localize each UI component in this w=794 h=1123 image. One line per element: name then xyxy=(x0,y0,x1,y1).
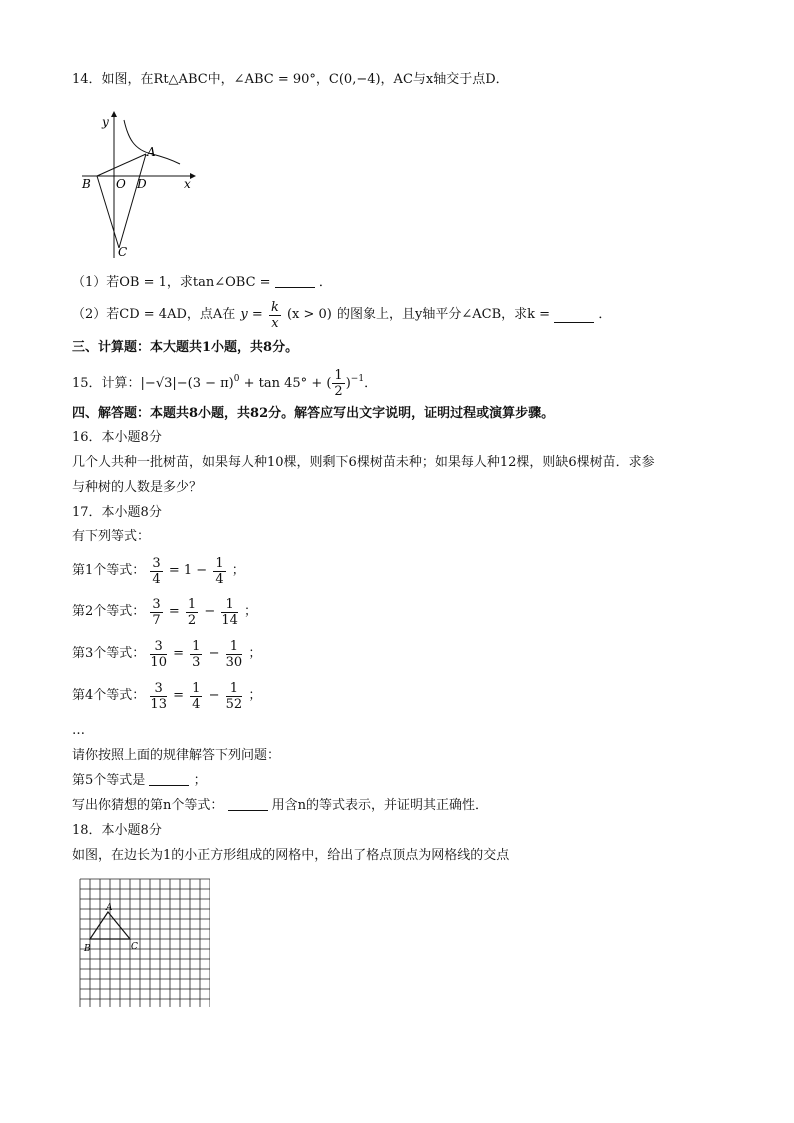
q16-text-1: 几个人共种一批树苗，如果每人种10棵，则剩下6棵树苗未种；如果每人种12棵，则缺6棵树苗．求参 xyxy=(72,455,655,470)
fig-label-a: A xyxy=(147,145,156,159)
q14-figure xyxy=(72,108,202,263)
grid-label-c: C xyxy=(131,942,138,952)
fig-label-x: x xyxy=(184,177,191,191)
q17-eq-2-mid: = xyxy=(168,604,180,619)
frac-den: 14 xyxy=(221,612,238,628)
q18-header: 18．本小题8分 xyxy=(72,823,162,838)
q17-eq-2-end: ； xyxy=(244,604,258,619)
frac-den: 10 xyxy=(150,654,167,670)
frac-den: 3 xyxy=(192,654,201,670)
q16-text-2: 与种树的人数是多少？ xyxy=(72,480,203,495)
q17-eq-1-label: 第1个等式： xyxy=(72,563,146,578)
q17-eq-1 xyxy=(72,553,246,590)
q15-fraction xyxy=(332,369,344,398)
frac-den: 52 xyxy=(225,696,243,712)
q15-num: 1 xyxy=(334,368,343,383)
q14-part1 xyxy=(72,273,332,293)
q17-nth-text-a: 写出你猜想的第n个等式： xyxy=(72,798,224,813)
q17-eq-2-frac-c xyxy=(221,598,238,627)
q15-exp0: 0 xyxy=(233,374,240,384)
q15-end: ． xyxy=(364,375,378,391)
frac-den: 30 xyxy=(225,654,243,670)
q17-intro: 有下列等式： xyxy=(72,529,151,544)
q18-grid-figure xyxy=(78,877,210,1007)
q15-part-b: + tan 45° + ( xyxy=(243,375,332,391)
fig-label-b: B xyxy=(82,177,91,191)
q16-header: 16．本小题8分 xyxy=(72,430,162,445)
q14-part2-fn-lhs: y = xyxy=(240,307,263,322)
q18-text: 如图，在边长为1的小正方形组成的网格中，给出了格点顶点为网格线的交点 xyxy=(72,848,510,863)
q14-part2-text-b: 的图象上，且y轴平分∠ACB，求k = xyxy=(337,307,551,322)
q14-part2-k: k xyxy=(270,299,279,315)
q17-eq-4-frac-a xyxy=(150,682,167,711)
q17-fifth-end: ； xyxy=(193,773,207,788)
q17-eq-3-frac-b xyxy=(190,640,202,669)
frac-num: 3 xyxy=(152,596,161,612)
q17-eq-2: 第2个等式： $\frac{3}{7}$ = $\frac{1}{2}$ − $\frac{1}{14}$ ； xyxy=(72,594,258,631)
frac-den: 7 xyxy=(152,612,161,628)
q15-exp: −1 xyxy=(350,374,365,384)
q17-eq-4: 第4个等式： $\frac{3}{13}$ = $\frac{1}{4}$ − $\frac{1}{52}$ ； xyxy=(72,678,262,715)
q14-part2-text-a: （2）若CD = 4AD，点A在 xyxy=(72,307,236,322)
q17-header: 17．本小题8分 xyxy=(72,505,162,520)
fig-label-o: O xyxy=(116,177,126,191)
q14-part2-x: x xyxy=(271,315,279,331)
frac-num: 3 xyxy=(150,682,167,697)
q17-eq-3-frac-a xyxy=(150,640,167,669)
q17-eq-3-label: 第3个等式： xyxy=(72,646,146,661)
fig-label-y: y xyxy=(102,115,109,129)
q17-eq-3-end: ； xyxy=(248,646,262,661)
q17-ellipsis: … xyxy=(72,723,85,738)
q17-eq-2-label: 第2个等式： xyxy=(72,604,146,619)
q17-nth-text-b: 用含n的等式表示，并证明其正确性． xyxy=(271,798,489,813)
q14-part1-end: ． xyxy=(318,275,332,290)
q17-nth-answer-blank[interactable] xyxy=(228,796,268,811)
q14-part2-end: ． xyxy=(598,307,612,322)
q15-part-a: 15．计算：|−√3|−(3 − π) xyxy=(72,375,234,391)
frac-den: 4 xyxy=(192,696,201,712)
q17-nth xyxy=(72,796,488,816)
frac-den: 4 xyxy=(215,571,224,587)
q17-eq-1-frac-a xyxy=(150,557,162,586)
section-3-title: 三、计算题：本大题共1小题，共8分。 xyxy=(72,340,299,355)
q17-ask: 请你按照上面的规律解答下列问题： xyxy=(72,748,281,763)
q15 xyxy=(72,362,377,401)
frac-den: 2 xyxy=(187,612,197,628)
frac-num: 1 xyxy=(226,682,243,697)
q17-eq-4-label: 第4个等式： xyxy=(72,688,146,703)
q17-eq-2-frac-a xyxy=(150,598,162,627)
fig-label-c: C xyxy=(118,245,128,259)
frac-num: 1 xyxy=(187,596,197,612)
q17-eq-4-end: ； xyxy=(248,688,262,703)
q14-part1-text: （1）若OB = 1，求tan∠OBC = xyxy=(72,275,271,290)
frac-num: 1 xyxy=(221,598,238,613)
q14-part2-cond: (x > 0) xyxy=(286,307,332,322)
q14-part2-fraction xyxy=(269,301,281,330)
frac-num: 3 xyxy=(150,640,167,655)
q17-eq-1-mid: = 1 − xyxy=(168,563,208,578)
q17-eq-1-end: ； xyxy=(231,563,245,578)
frac-num: 1 xyxy=(192,680,201,696)
q14-part1-answer-blank[interactable] xyxy=(275,273,315,288)
q14-part2 xyxy=(72,298,611,333)
q17-eq-3-mid: = xyxy=(173,646,185,661)
section-4-title: 四、解答题：本题共8小题，共82分。解答应写出文字说明，证明过程或演算步骤。 xyxy=(72,406,555,421)
frac-den: 13 xyxy=(150,696,167,712)
q15-part-c: ) xyxy=(345,375,351,391)
q14-header: 14．如图，在Rt△ABC中，∠ABC = 90°，C(0,−4)，AC与x轴交于点D． xyxy=(72,72,509,87)
frac-num: 3 xyxy=(152,555,161,571)
q17-eq-1-frac-c xyxy=(213,557,225,586)
q17-eq-4-frac-b xyxy=(190,682,202,711)
q17-fifth xyxy=(72,771,207,791)
grid-label-a: A xyxy=(106,903,113,913)
q17-fifth-text: 第5个等式是 xyxy=(72,773,146,788)
frac-num: 1 xyxy=(215,555,224,571)
q14-part2-answer-blank[interactable] xyxy=(554,308,594,323)
q17-eq-2-frac-b xyxy=(186,598,198,627)
q17-eq-3: 第3个等式： $\frac{3}{10}$ = $\frac{1}{3}$ − $\frac{1}{30}$ ； xyxy=(72,636,262,673)
frac-den: 4 xyxy=(152,571,161,587)
q17-eq-4-mid: = xyxy=(173,688,185,703)
q15-den: 2 xyxy=(334,384,343,399)
q17-eq-3-frac-c xyxy=(226,640,243,669)
frac-num: 1 xyxy=(226,640,243,655)
q17-fifth-answer-blank[interactable] xyxy=(149,771,189,786)
grid-label-b: B xyxy=(84,944,91,954)
frac-num: 1 xyxy=(192,638,201,654)
fig-label-d: D xyxy=(137,177,147,191)
q17-eq-4-frac-c xyxy=(226,682,243,711)
